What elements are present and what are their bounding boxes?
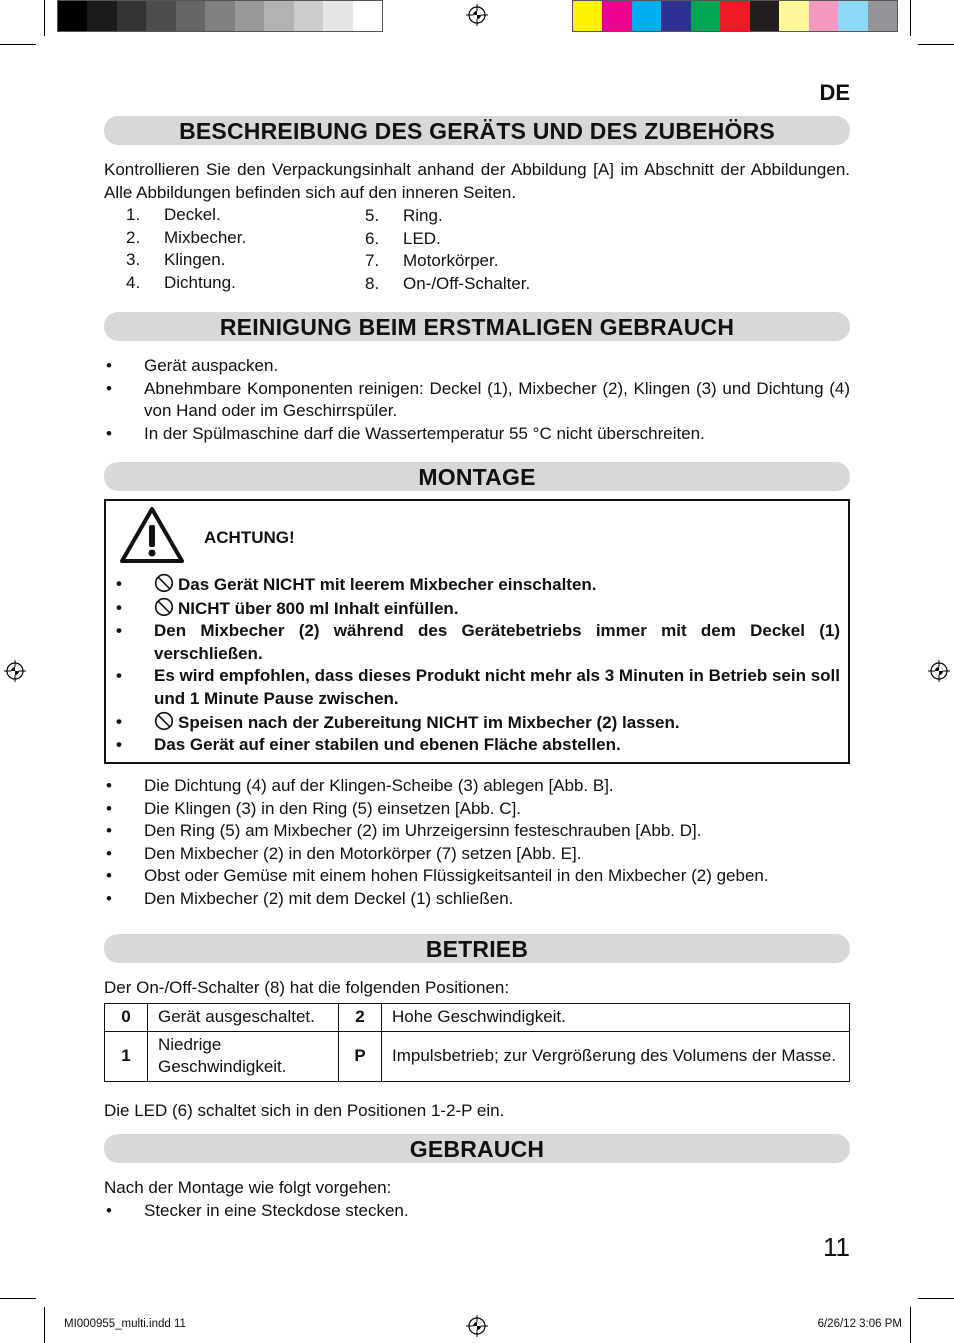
switch-position-desc: Impulsbetrieb; zur Vergrößerung des Volumens der Masse. — [382, 1031, 850, 1081]
warning-box — [104, 499, 850, 764]
section-heading-cleaning: REINIGUNG BEIM ERSTMALIGEN GEBRAUCH — [104, 312, 850, 341]
color-swatch — [720, 1, 749, 31]
item-label: LED. — [403, 228, 441, 248]
cleaning-list — [104, 355, 850, 445]
item-text: Abnehmbare Komponenten reinigen: Deckel (1), Mixbecher (2), Klingen (3) und Dichtung (4) von Hand oder im Geschirrspüler. — [144, 378, 850, 421]
footer-timestamp: 6/26/12 3:06 PM — [817, 1318, 902, 1330]
crop-mark — [44, 1307, 45, 1343]
color-swatch — [353, 1, 382, 31]
list-item — [104, 355, 850, 378]
color-swatch — [323, 1, 352, 31]
list-item — [104, 204, 344, 227]
switch-position-desc: Gerät ausgeschaltet. — [148, 1004, 339, 1032]
crop-mark — [0, 44, 36, 45]
bullet: • — [106, 776, 112, 795]
usage-list — [104, 1200, 850, 1223]
registration-mark-icon — [466, 1315, 488, 1337]
warning-title: ACHTUNG! — [204, 528, 295, 547]
warning-text: Es wird empfohlen, dass dieses Produkt nicht mehr als 3 Minuten in Betrieb sein soll und 1 Minute Pause zwischen. — [154, 666, 840, 708]
warning-item — [116, 620, 840, 665]
list-item — [104, 888, 850, 911]
warning-item — [116, 597, 840, 621]
prohibited-icon — [154, 711, 174, 731]
color-swatch — [602, 1, 631, 31]
bullet: • — [106, 378, 112, 398]
color-swatch — [235, 1, 264, 31]
item-text: Den Mixbecher (2) in den Motorkörper (7) setzen [Abb. E]. — [144, 843, 582, 863]
crop-mark — [910, 0, 911, 36]
grayscale-color-bar — [57, 0, 383, 32]
item-number: 5. — [365, 206, 380, 225]
item-number: 8. — [365, 273, 380, 293]
list-item — [343, 228, 603, 251]
switch-position-key: 0 — [105, 1004, 148, 1032]
warning-item — [116, 573, 840, 597]
item-text: Obst oder Gemüse mit einem hohen Flüssigkeitsanteil in den Mixbecher (2) geben. — [144, 866, 769, 886]
item-number: 2. — [126, 227, 141, 247]
section-heading-assembly: MONTAGE — [104, 462, 850, 491]
item-label: Klingen. — [164, 250, 226, 270]
color-swatch — [632, 1, 661, 31]
switch-position-desc: Hohe Geschwindigkeit. — [382, 1004, 850, 1032]
warning-text: Das Gerät NICHT mit leerem Mixbecher einschalten. — [178, 575, 597, 594]
list-item — [343, 250, 603, 273]
bullet: • — [116, 621, 122, 641]
item-label: Dichtung. — [164, 272, 236, 292]
item-text: Den Mixbecher (2) mit dem Deckel (1) schließen. — [144, 888, 514, 908]
list-item — [343, 273, 603, 296]
item-label: Motorkörper. — [403, 251, 499, 271]
operation-intro: Der On-/Off-Schalter (8) hat die folgenden Positionen: — [104, 978, 510, 997]
list-item — [104, 272, 344, 295]
list-item — [104, 423, 850, 446]
color-swatch — [146, 1, 175, 31]
list-item — [104, 378, 850, 423]
language-label: DE — [819, 80, 850, 105]
bullet: • — [116, 666, 122, 686]
warning-item — [116, 711, 840, 735]
list-item — [343, 205, 603, 228]
color-swatch — [573, 1, 602, 31]
list-item — [104, 798, 850, 821]
switch-position-key: 1 — [105, 1031, 148, 1081]
color-swatch — [868, 1, 897, 31]
color-swatch — [87, 1, 116, 31]
color-swatch — [264, 1, 293, 31]
color-swatch — [661, 1, 690, 31]
table-row — [105, 1031, 850, 1081]
warning-triangle-icon — [118, 505, 186, 565]
registration-mark-icon — [466, 4, 488, 26]
list-item — [104, 1200, 850, 1223]
prohibited-icon — [154, 597, 174, 617]
bullet: • — [116, 711, 122, 731]
list-item — [104, 775, 850, 798]
warning-item — [116, 665, 840, 710]
bullet: • — [106, 821, 112, 841]
section-heading-usage: GEBRAUCH — [104, 1134, 850, 1163]
warning-text-wrap — [154, 597, 840, 621]
crop-mark — [44, 0, 45, 36]
item-text: Stecker in eine Steckdose stecken. — [144, 1201, 409, 1220]
page-number: 11 — [823, 1232, 850, 1262]
section-heading-description: BESCHREIBUNG DES GERÄTS UND DES ZUBEHÖRS — [104, 116, 850, 145]
warning-text: Das Gerät auf einer stabilen und ebenen Fläche abstellen. — [154, 735, 621, 755]
parts-list-right — [343, 205, 603, 295]
list-item — [104, 843, 850, 866]
cmyk-color-bar — [572, 0, 898, 32]
bullet: • — [106, 423, 112, 443]
list-item — [104, 865, 850, 888]
warning-text: Den Mixbecher (2) während des Gerätebetriebs immer mit dem Deckel (1) verschließen. — [154, 621, 840, 663]
item-number: 3. — [126, 250, 141, 270]
registration-mark-icon — [928, 660, 950, 682]
bullet: • — [106, 843, 112, 863]
color-swatch — [779, 1, 808, 31]
warning-list — [116, 573, 840, 757]
section-heading-operation: BETRIEB — [104, 934, 850, 963]
list-item — [104, 227, 344, 250]
warning-item — [116, 734, 840, 757]
item-number: 7. — [365, 251, 380, 271]
led-note: Die LED (6) schaltet sich in den Positionen 1-2-P ein. — [104, 1101, 505, 1120]
color-swatch — [176, 1, 205, 31]
bullet: • — [116, 574, 122, 593]
warning-text-wrap — [154, 573, 840, 597]
bullet: • — [106, 356, 112, 375]
usage-intro: Nach der Montage wie folgt vorgehen: — [104, 1178, 392, 1197]
description-intro: Kontrollieren Sie den Verpackungsinhalt anhand der Abbildung [A] im Abschnitt der Abbildungen. Alle Abbildungen befinden sich auf den inneren Seiten. — [104, 160, 850, 202]
prohibited-icon — [154, 573, 174, 593]
bullet: • — [116, 597, 122, 617]
crop-mark — [910, 1307, 911, 1343]
assembly-steps-list — [104, 775, 850, 911]
bullet: • — [106, 1201, 112, 1220]
item-text: Die Klingen (3) in den Ring (5) einsetzen [Abb. C]. — [144, 798, 522, 818]
item-text: Die Dichtung (4) auf der Klingen-Scheibe (3) ablegen [Abb. B]. — [144, 776, 614, 795]
item-number: 4. — [126, 272, 141, 292]
table-row — [105, 1004, 850, 1032]
crop-mark — [0, 1298, 36, 1299]
switch-position-desc: Niedrige Geschwindigkeit. — [148, 1031, 339, 1081]
color-swatch — [117, 1, 146, 31]
list-item — [104, 820, 850, 843]
item-number: 6. — [365, 228, 380, 248]
item-label: Mixbecher. — [164, 227, 247, 247]
color-swatch — [838, 1, 867, 31]
bullet: • — [106, 866, 112, 886]
item-text: Gerät auspacken. — [144, 356, 279, 375]
switch-positions-table — [104, 1003, 850, 1082]
crop-mark — [918, 1298, 954, 1299]
list-item — [104, 249, 344, 272]
switch-position-key: 2 — [339, 1004, 382, 1032]
warning-text-wrap — [154, 620, 840, 665]
item-label: Deckel. — [164, 205, 221, 224]
color-swatch — [205, 1, 234, 31]
crop-mark — [918, 44, 954, 45]
bullet: • — [106, 798, 112, 818]
bullet: • — [116, 735, 122, 755]
item-text: Den Ring (5) am Mixbecher (2) im Uhrzeigersinn festeschrauben [Abb. D]. — [144, 821, 702, 841]
warning-text-wrap — [154, 711, 840, 735]
warning-text-wrap — [154, 665, 840, 710]
registration-mark-icon — [4, 660, 26, 682]
warning-text-wrap — [154, 734, 840, 757]
parts-list-left — [104, 204, 344, 294]
item-label: Ring. — [403, 206, 443, 225]
color-swatch — [58, 1, 87, 31]
bullet: • — [106, 888, 112, 908]
item-text: In der Spülmaschine darf die Wassertemperatur 55 °C nicht überschreiten. — [144, 423, 705, 443]
color-swatch — [691, 1, 720, 31]
footer-file-info: MI000955_multi.indd 11 — [64, 1318, 186, 1330]
switch-position-key: P — [339, 1031, 382, 1081]
color-swatch — [294, 1, 323, 31]
warning-text: NICHT über 800 ml Inhalt einfüllen. — [178, 598, 459, 618]
color-swatch — [750, 1, 779, 31]
item-number: 1. — [126, 205, 141, 224]
color-swatch — [809, 1, 838, 31]
warning-text: Speisen nach der Zubereitung NICHT im Mixbecher (2) lassen. — [178, 712, 680, 732]
item-label: On-/Off-Schalter. — [403, 273, 531, 293]
